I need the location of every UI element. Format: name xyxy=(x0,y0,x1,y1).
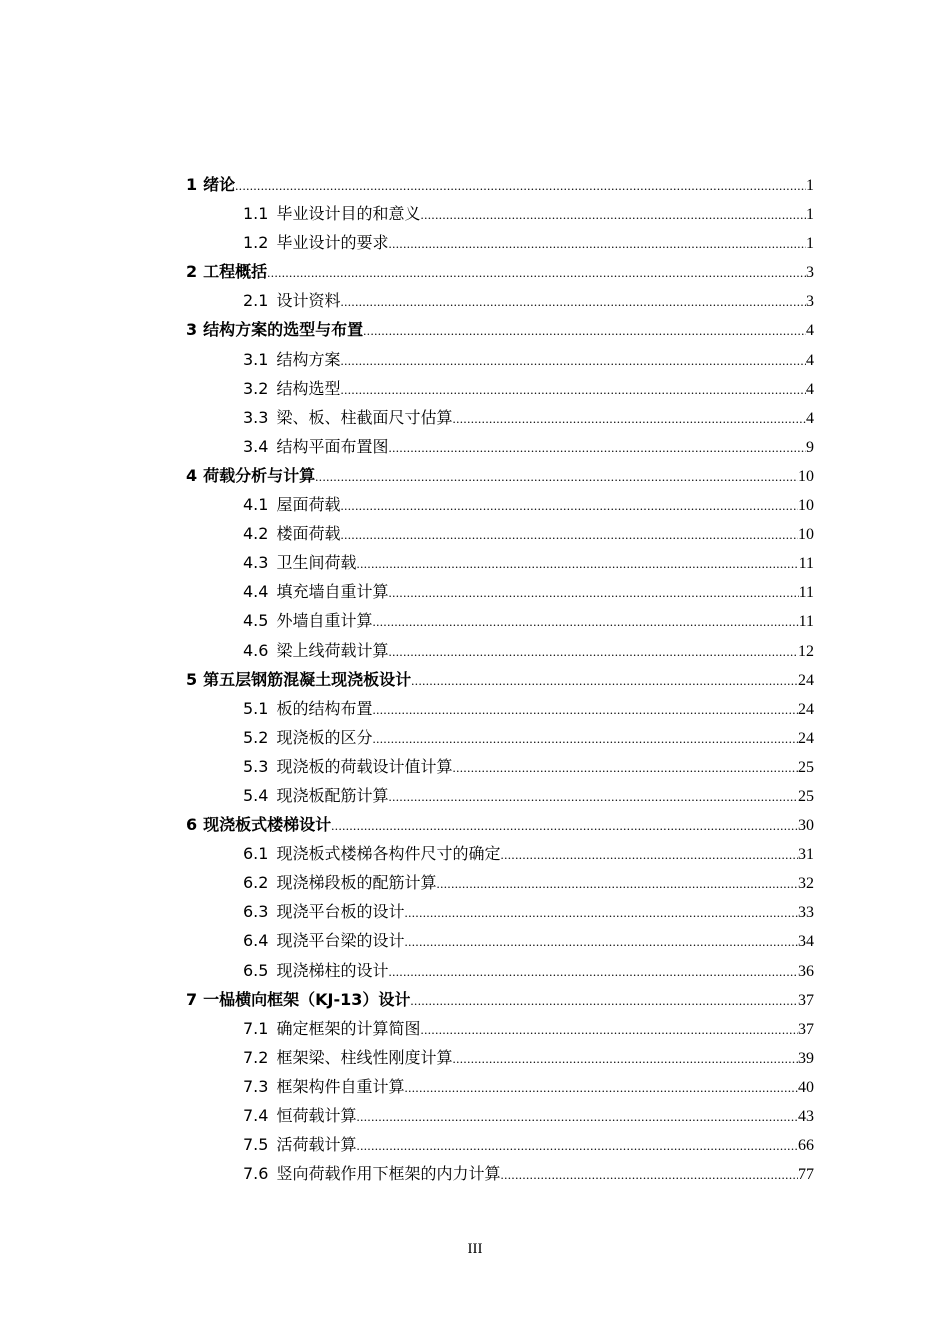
toc-section-entry[interactable] xyxy=(186,752,814,781)
toc-section-entry[interactable] xyxy=(186,956,814,985)
toc-entry-page: 10 xyxy=(798,497,814,515)
toc-entry-page: 4 xyxy=(806,380,814,398)
toc-section-entry[interactable] xyxy=(186,694,814,723)
toc-entry-page: 25 xyxy=(798,758,814,776)
toc-dot-leader xyxy=(340,346,806,375)
toc-entry-number: 7.1 xyxy=(243,1018,269,1038)
toc-entry-title: 结构选型 xyxy=(276,378,341,398)
toc-entry-number: 3.2 xyxy=(243,378,269,398)
toc-entry-number: 3 xyxy=(186,320,198,340)
table-of-contents xyxy=(186,170,814,1188)
toc-entry-title: 工程概括 xyxy=(203,262,268,282)
toc-entry-page: 77 xyxy=(798,1166,814,1184)
toc-entry-title: 结构方案的选型与布置 xyxy=(203,320,364,340)
toc-entry-title: 现浇平台梁的设计 xyxy=(276,931,405,951)
toc-dot-leader xyxy=(420,200,806,229)
toc-entry-number: 5 xyxy=(186,669,198,689)
toc-section-entry[interactable] xyxy=(186,926,814,955)
toc-dot-leader xyxy=(372,607,798,636)
toc-entry-page: 33 xyxy=(798,904,814,922)
toc-entry-number: 5.2 xyxy=(243,727,269,747)
toc-section-entry[interactable] xyxy=(186,490,814,519)
toc-entry-page: 37 xyxy=(798,1020,814,1038)
toc-entry-title: 设计资料 xyxy=(276,291,341,311)
toc-section-entry[interactable] xyxy=(186,723,814,752)
toc-entry-title: 结构平面布置图 xyxy=(276,436,389,456)
toc-dot-leader xyxy=(340,375,806,404)
toc-section-entry[interactable] xyxy=(186,345,814,374)
toc-entry-number: 4.1 xyxy=(243,495,269,515)
toc-section-entry[interactable] xyxy=(186,1014,814,1043)
toc-entry-number: 7.2 xyxy=(243,1047,269,1067)
toc-entry-page: 66 xyxy=(798,1137,814,1155)
toc-entry-title: 现浇板的区分 xyxy=(276,727,373,747)
toc-dot-leader xyxy=(340,287,806,316)
toc-entry-number: 5.3 xyxy=(243,756,269,776)
toc-section-entry[interactable] xyxy=(186,199,814,228)
toc-entry-page: 40 xyxy=(798,1078,814,1096)
toc-entry-page: 24 xyxy=(798,671,814,689)
toc-entry-number: 4.4 xyxy=(243,582,269,602)
toc-entry-number: 2 xyxy=(186,262,198,282)
toc-dot-leader xyxy=(372,695,798,724)
toc-dot-leader xyxy=(420,1015,798,1044)
toc-dot-leader xyxy=(340,491,798,520)
toc-entry-title: 框架构件自重计算 xyxy=(276,1076,405,1096)
toc-section-entry[interactable] xyxy=(186,781,814,810)
toc-section-entry[interactable] xyxy=(186,606,814,635)
toc-entry-title: 毕业设计目的和意义 xyxy=(276,204,421,224)
toc-entry-number: 7.5 xyxy=(243,1135,269,1155)
toc-section-entry[interactable] xyxy=(186,1072,814,1101)
toc-entry-number: 2.1 xyxy=(243,291,269,311)
toc-dot-leader xyxy=(388,637,798,666)
toc-entry-number: 6.5 xyxy=(243,960,269,980)
toc-entry-number: 7 xyxy=(186,989,198,1009)
toc-section-entry[interactable] xyxy=(186,548,814,577)
toc-dot-leader xyxy=(411,666,798,695)
toc-entry-title: 现浇梯柱的设计 xyxy=(276,960,389,980)
toc-dot-leader xyxy=(452,404,806,433)
toc-entry-page: 11 xyxy=(798,613,814,631)
toc-chapter-entry[interactable] xyxy=(186,665,814,694)
toc-section-entry[interactable] xyxy=(186,1159,814,1188)
toc-entry-page: 3 xyxy=(806,293,814,311)
toc-entry-title: 外墙自重计算 xyxy=(276,611,373,631)
toc-section-entry[interactable] xyxy=(186,374,814,403)
toc-section-entry[interactable] xyxy=(186,1043,814,1072)
toc-dot-leader xyxy=(356,1102,798,1131)
toc-entry-page: 36 xyxy=(798,962,814,980)
toc-chapter-entry[interactable] xyxy=(186,170,814,199)
toc-entry-title: 框架梁、柱线性刚度计算 xyxy=(276,1047,453,1067)
toc-entry-title: 第五层钢筋混凝土现浇板设计 xyxy=(203,669,412,689)
toc-entry-page: 11 xyxy=(798,584,814,602)
toc-section-entry[interactable] xyxy=(186,897,814,926)
toc-dot-leader xyxy=(452,753,798,782)
toc-entry-title: 结构方案 xyxy=(276,349,341,369)
toc-chapter-entry[interactable] xyxy=(186,810,814,839)
toc-entry-page: 37 xyxy=(798,991,814,1009)
toc-dot-leader xyxy=(388,782,798,811)
toc-dot-leader xyxy=(315,462,798,491)
toc-section-entry[interactable] xyxy=(186,868,814,897)
toc-section-entry[interactable] xyxy=(186,432,814,461)
toc-entry-page: 4 xyxy=(806,409,814,427)
toc-entry-page: 4 xyxy=(806,351,814,369)
toc-entry-number: 7.4 xyxy=(243,1106,269,1125)
toc-entry-number: 1 xyxy=(186,175,198,194)
toc-entry-number: 6.3 xyxy=(243,902,269,922)
toc-entry-title: 现浇板式楼梯各构件尺寸的确定 xyxy=(276,844,501,864)
toc-dot-leader xyxy=(356,1131,798,1160)
toc-entry-title: 恒荷载计算 xyxy=(276,1106,357,1125)
toc-entry-title: 楼面荷载 xyxy=(276,524,341,544)
toc-entry-page: 12 xyxy=(798,642,814,660)
toc-dot-leader xyxy=(410,986,798,1015)
toc-entry-number: 4 xyxy=(186,465,198,485)
toc-entry-title: 屋面荷载 xyxy=(276,495,341,515)
toc-dot-leader xyxy=(500,1160,798,1189)
toc-entry-number: 3.1 xyxy=(243,349,269,369)
toc-entry-page: 1 xyxy=(806,206,814,224)
toc-entry-title: 现浇板配筋计算 xyxy=(276,785,389,805)
toc-entry-number: 7.6 xyxy=(243,1164,269,1184)
toc-dot-leader xyxy=(452,1044,798,1073)
toc-entry-page: 30 xyxy=(798,817,814,835)
toc-section-entry[interactable] xyxy=(186,839,814,868)
toc-entry-title: 竖向荷载作用下框架的内力计算 xyxy=(276,1164,501,1184)
toc-entry-number: 7.3 xyxy=(243,1076,269,1096)
toc-entry-page: 24 xyxy=(798,729,814,747)
toc-dot-leader xyxy=(388,433,806,462)
toc-entry-title: 现浇板的荷载设计值计算 xyxy=(276,756,453,776)
toc-entry-number: 6 xyxy=(186,815,198,835)
toc-section-entry[interactable] xyxy=(186,519,814,548)
toc-entry-title: 一榀横向框架（KJ-13）设计 xyxy=(203,989,411,1009)
toc-dot-leader xyxy=(372,724,798,753)
toc-entry-page: 43 xyxy=(798,1108,814,1125)
toc-entry-title: 荷载分析与计算 xyxy=(203,465,316,485)
toc-entry-page: 10 xyxy=(798,467,814,485)
toc-entry-page: 31 xyxy=(798,846,814,864)
toc-entry-number: 1.2 xyxy=(243,233,269,253)
toc-dot-leader xyxy=(356,549,798,578)
toc-entry-page: 3 xyxy=(806,264,814,282)
toc-entry-page: 9 xyxy=(806,438,814,456)
toc-section-entry[interactable] xyxy=(186,403,814,432)
toc-entry-number: 6.4 xyxy=(243,931,269,951)
toc-dot-leader xyxy=(404,898,798,927)
toc-section-entry[interactable] xyxy=(186,636,814,665)
toc-entry-title: 填充墙自重计算 xyxy=(276,582,389,602)
toc-entry-number: 1.1 xyxy=(243,204,269,224)
toc-entry-number: 3.4 xyxy=(243,436,269,456)
toc-section-entry[interactable] xyxy=(186,1130,814,1159)
toc-section-entry[interactable] xyxy=(186,1101,814,1130)
toc-chapter-entry[interactable] xyxy=(186,985,814,1014)
toc-dot-leader xyxy=(340,520,798,549)
toc-dot-leader xyxy=(404,927,798,956)
toc-dot-leader xyxy=(436,869,798,898)
toc-entry-title: 毕业设计的要求 xyxy=(276,233,389,253)
toc-dot-leader xyxy=(363,316,806,345)
toc-dot-leader xyxy=(388,229,806,258)
toc-section-entry[interactable] xyxy=(186,577,814,606)
toc-entry-title: 梁上线荷载计算 xyxy=(276,640,389,660)
toc-dot-leader xyxy=(388,957,798,986)
page-number: III xyxy=(467,1241,483,1257)
toc-entry-page: 39 xyxy=(798,1049,814,1067)
toc-entry-title: 现浇板式楼梯设计 xyxy=(203,815,332,835)
toc-chapter-entry[interactable] xyxy=(186,461,814,490)
toc-entry-number: 5.4 xyxy=(243,785,269,805)
toc-entry-number: 6.1 xyxy=(243,844,269,864)
toc-entry-title: 板的结构布置 xyxy=(276,698,373,718)
toc-entry-number: 3.3 xyxy=(243,407,269,427)
toc-dot-leader xyxy=(404,1073,798,1102)
toc-entry-title: 确定框架的计算简图 xyxy=(276,1018,421,1038)
toc-entry-page: 32 xyxy=(798,875,814,893)
toc-chapter-entry[interactable] xyxy=(186,257,814,286)
toc-section-entry[interactable] xyxy=(186,286,814,315)
toc-entry-page: 10 xyxy=(798,526,814,544)
toc-entry-page: 34 xyxy=(798,933,814,951)
toc-entry-page: 24 xyxy=(798,700,814,718)
toc-dot-leader xyxy=(267,258,806,287)
toc-entry-page: 1 xyxy=(806,235,814,253)
toc-section-entry[interactable] xyxy=(186,228,814,257)
toc-entry-page: 11 xyxy=(798,555,814,573)
toc-entry-title: 梁、板、柱截面尺寸估算 xyxy=(276,407,453,427)
toc-entry-title: 现浇梯段板的配筋计算 xyxy=(276,873,437,893)
toc-entry-page: 4 xyxy=(806,322,814,340)
toc-entry-title: 现浇平台板的设计 xyxy=(276,902,405,922)
toc-entry-number: 6.2 xyxy=(243,873,269,893)
toc-entry-number: 4.2 xyxy=(243,524,269,544)
toc-dot-leader xyxy=(331,811,798,840)
toc-entry-number: 4.5 xyxy=(243,611,269,631)
toc-entry-title: 活荷载计算 xyxy=(276,1135,357,1155)
toc-dot-leader xyxy=(235,171,806,200)
toc-entry-number: 4.3 xyxy=(243,553,269,573)
toc-entry-title: 卫生间荷载 xyxy=(276,553,357,573)
toc-entry-page: 25 xyxy=(798,787,814,805)
toc-dot-leader xyxy=(500,840,798,869)
toc-entry-page: 1 xyxy=(806,177,814,194)
toc-entry-title: 绪论 xyxy=(203,175,236,194)
toc-entry-number: 5.1 xyxy=(243,698,269,718)
toc-entry-number: 4.6 xyxy=(243,640,269,660)
toc-dot-leader xyxy=(388,578,798,607)
toc-chapter-entry[interactable] xyxy=(186,315,814,344)
